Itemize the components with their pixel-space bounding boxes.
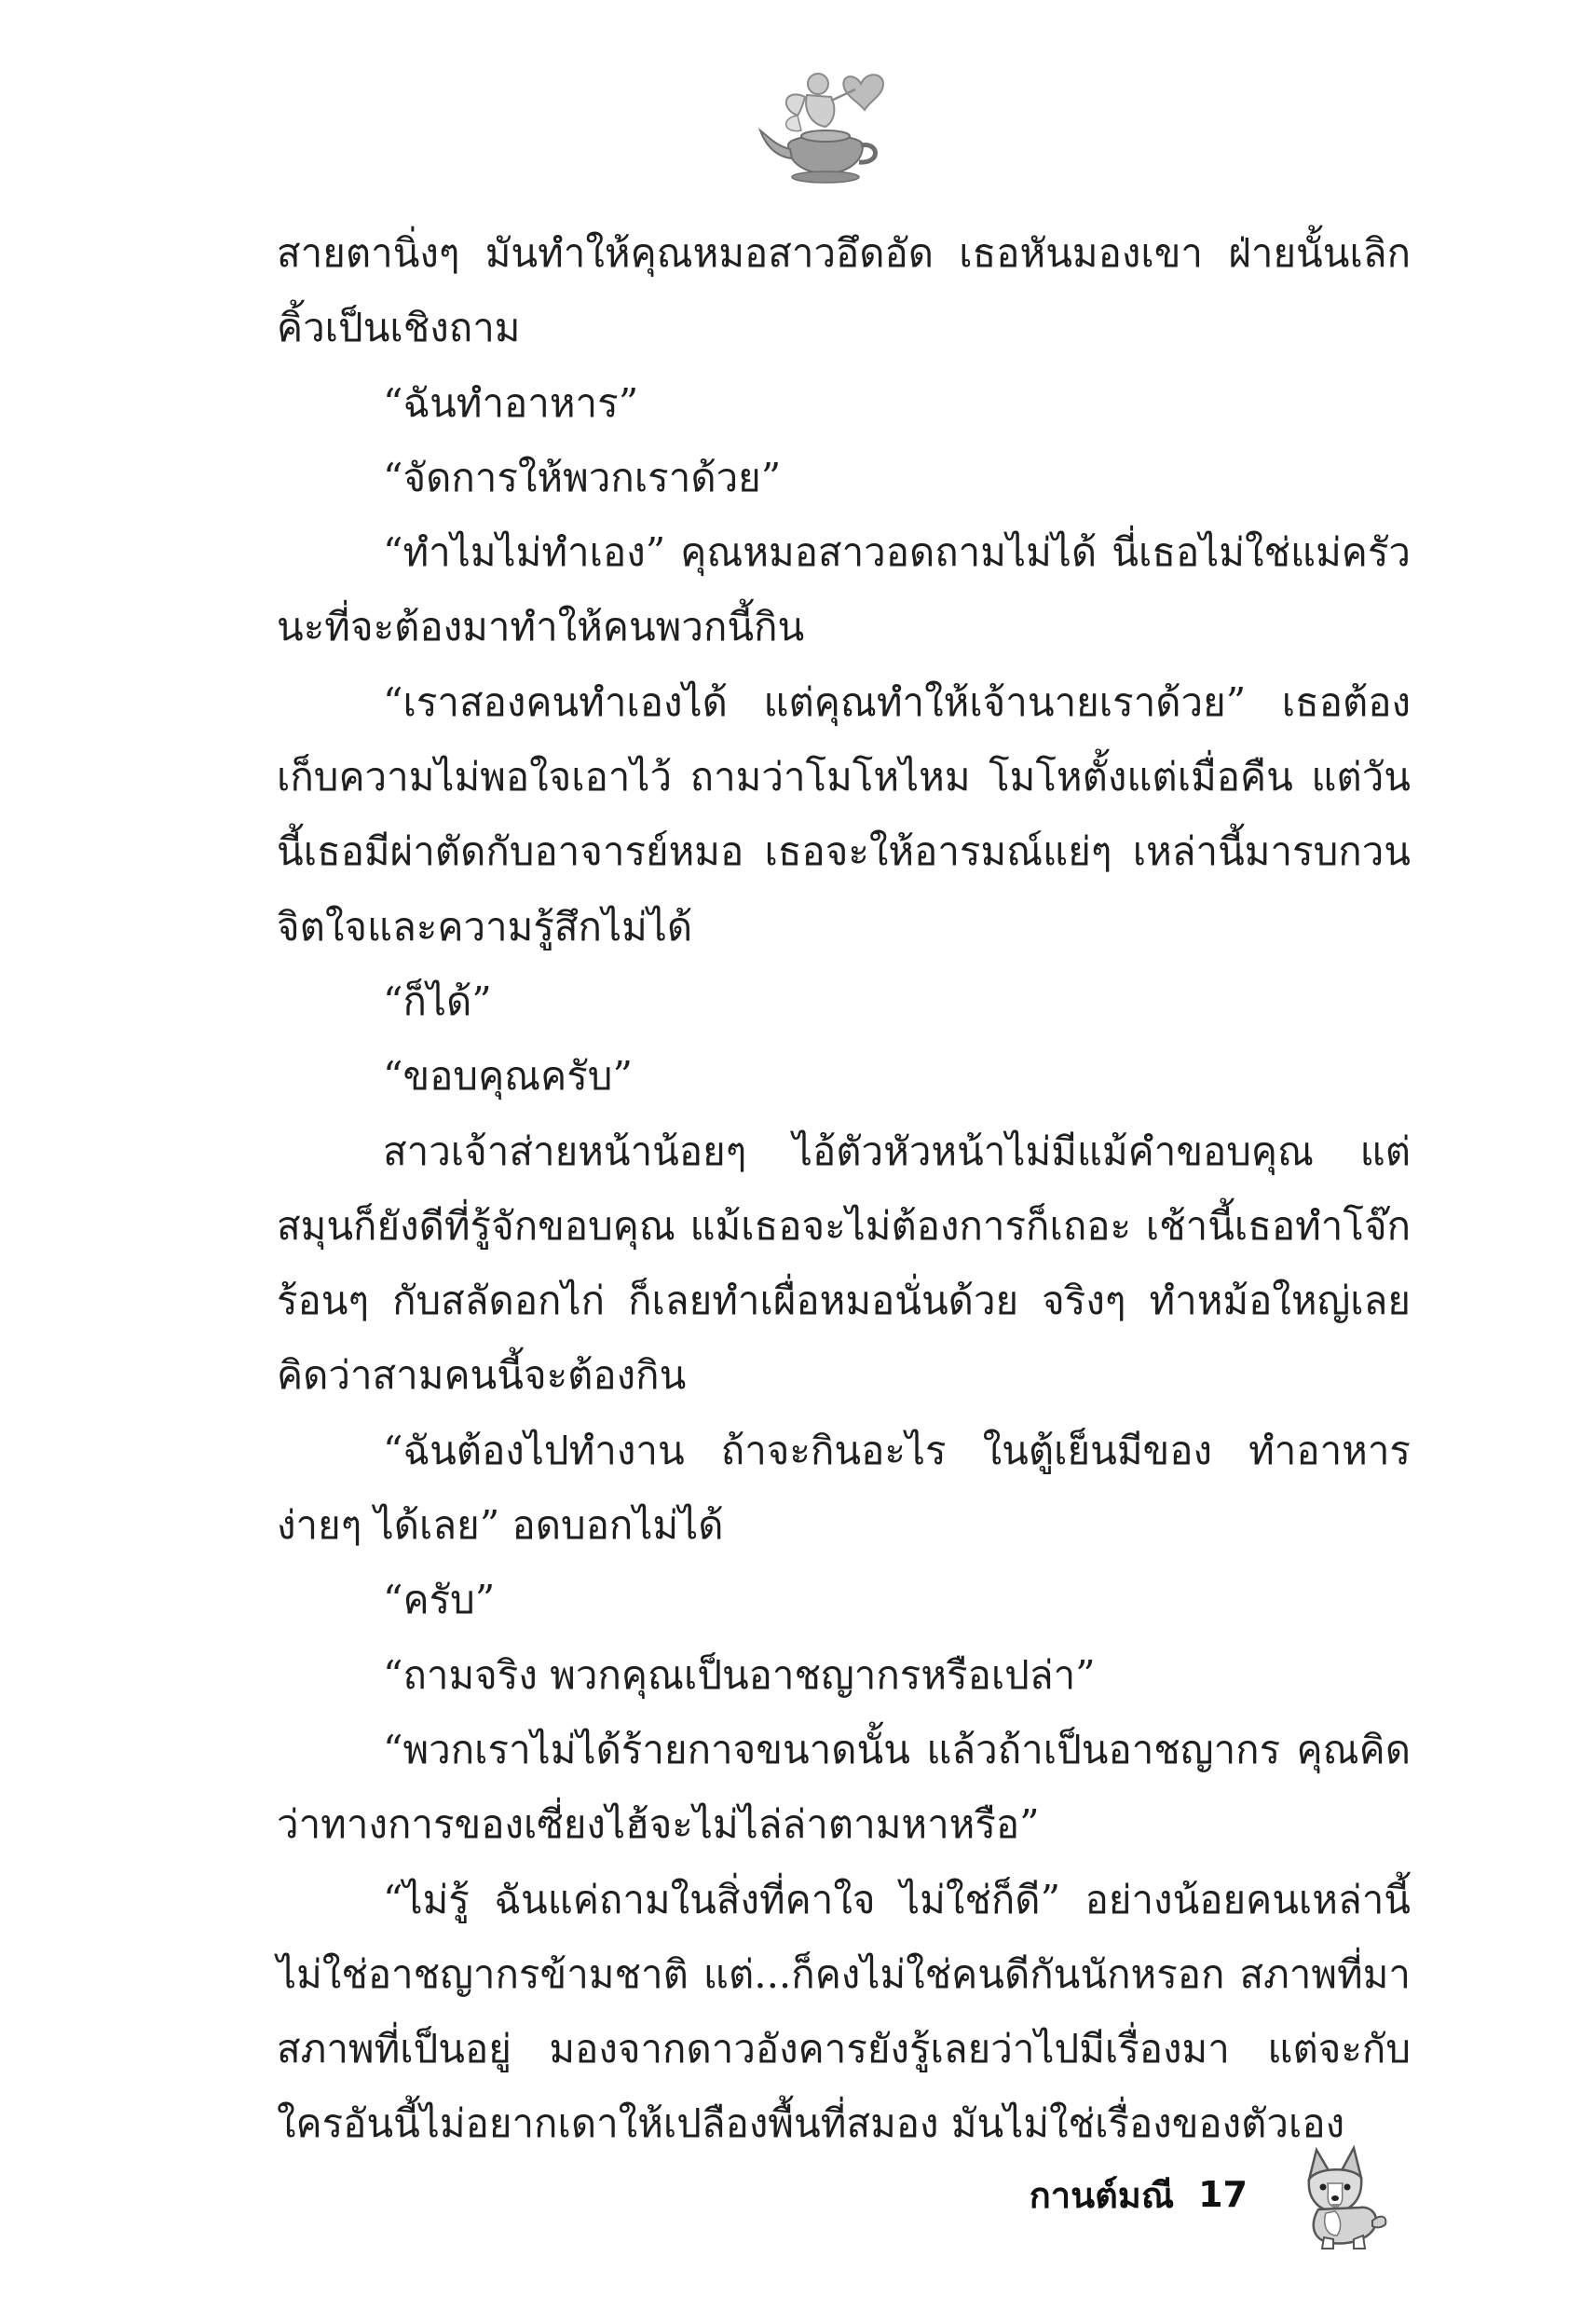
paragraph: “พวกเราไม่ได้ร้ายกาจขนาดนั้น แล้วถ้าเป็นอาชญากร คุณคิดว่าทางการของเซี่ยงไฮ้จะไม่ไล่ล่าตามหาหรือ”: [277, 1726, 1411, 1848]
paragraph: สายตานิ่งๆ มันทำให้คุณหมอสาวอึดอัด เธอหันมองเขา ฝ่ายนั้นเลิกคิ้วเป็นเชิงถาม: [277, 230, 1411, 351]
paragraph: สาวเจ้าส่ายหน้าน้อยๆ ไอ้ตัวหัวหน้าไม่มีแม้คำขอบคุณ แต่สมุนก็ยังดีที่รู้จักขอบคุณ แม้เธอจะไม่ต้องการก็เถอะ เช้านี้เธอทำโจ๊กร้อนๆ กับสลัดอกไก่ ก็เลยทำเผื่อหมอนั่นด้วย จริงๆ ทำหม้อใหญ่เลย คิดว่าสามคนนี้จะต้องกิน: [277, 1128, 1411, 1399]
book-title: กานต์มณี: [1029, 2174, 1175, 2216]
body-text: [277, 216, 1411, 2162]
paragraph: “ฉันทำอาหาร”: [383, 379, 639, 426]
paragraph: “ขอบคุณครับ”: [383, 1053, 633, 1100]
paragraph: “ถามจริง พวกคุณเป็นอาชญากรหรือเปล่า”: [383, 1651, 1096, 1698]
paragraph: “ไม่รู้ ฉันแค่ถามในสิ่งที่คาใจ ไม่ใช่ก็ดี” อย่างน้อยคนเหล่านี้ไม่ใช่อาชญากรข้ามชาติ แต่...ก็คงไม่ใช่คนดีกันนักหรอก สภาพที่มาสภาพที่เป็นอยู่ มองจากดาวอังคารยังรู้เลยว่าไปมีเรื่องมา แต่จะกับใครอันนี้ไม่อยากเดาให้เปลืองพื้นที่สมอง มันไม่ใช่เรื่องของตัวเอง: [277, 1876, 1411, 2147]
corgi-dog-icon: [1289, 2139, 1391, 2250]
paragraph: “จัดการให้พวกเราด้วย”: [383, 454, 782, 500]
paragraph: “ฉันต้องไปทำงาน ถ้าจะกินอะไร ในตู้เย็นมีของ ทำอาหารง่ายๆ ได้เลย” อดบอกไม่ได้: [277, 1427, 1411, 1549]
cupid-teapot-icon: [751, 56, 900, 196]
page-footer: [1030, 2125, 1391, 2264]
paragraph: “ครับ”: [383, 1577, 496, 1623]
paragraph: “เราสองคนทำเองได้ แต่คุณทำให้เจ้านายเราด้วย” เธอต้องเก็บความไม่พอใจเอาไว้ ถามว่าโมโหไหม โมโหตั้งแต่เมื่อคืน แต่วันนี้เธอมีผ่าตัดกับอาจารย์หมอ เธอจะให้อารมณ์แย่ๆ เหล่านี้มารบกวนจิตใจและความรู้สึกไม่ได้: [277, 678, 1411, 950]
page-number: 17: [1198, 2174, 1248, 2215]
paragraph: “ทำไมไม่ทำเอง” คุณหมอสาวอดถามไม่ได้ นี่เธอไม่ใช่แม่ครัวนะที่จะต้องมาทำให้คนพวกนี้กิน: [277, 529, 1411, 650]
paragraph: “ก็ได้”: [383, 978, 492, 1024]
